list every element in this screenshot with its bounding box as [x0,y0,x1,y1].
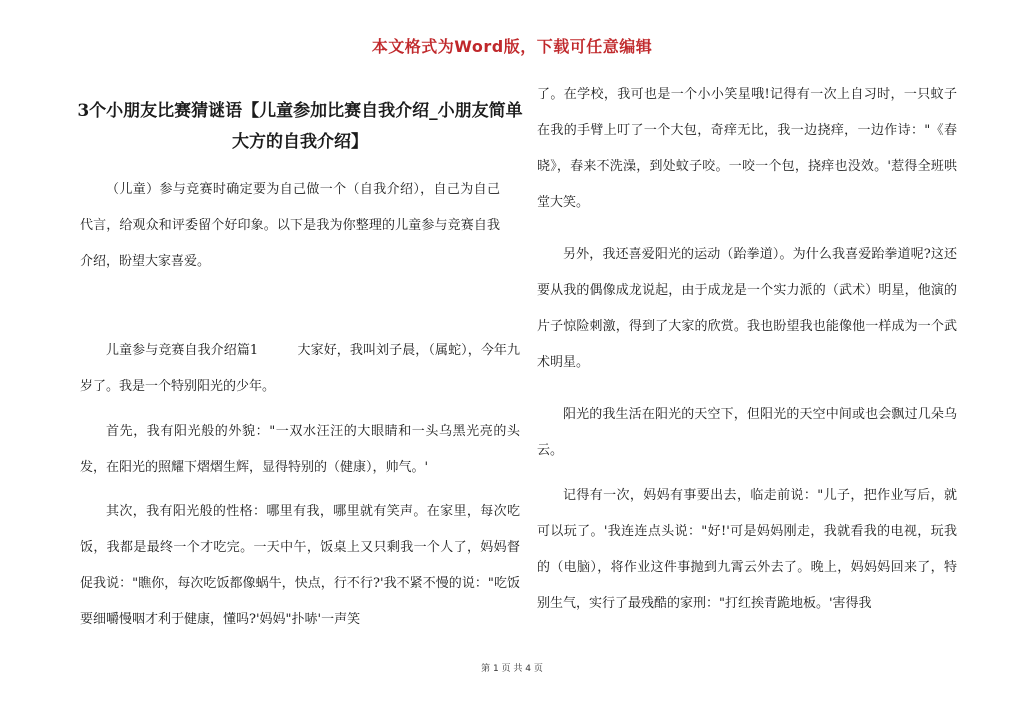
paragraph-taekwondo: 另外，我还喜爱阳光的运动（跆拳道）。为什么我喜爱跆拳道呢?这还要从我的偶像成龙说起，由于成龙是一个实力派的（武术）明星，他演的片子惊险刺激，得到了大家的欣赏。我也盼望我也能像他一样成为一个武术明星。 [537,247,957,370]
paragraph-school-joke: 了。在学校，我可也是一个小小笑星哦!记得有一次上自习时，一只蚊子在我的手臂上叮了一个大包，奇痒无比，我一边挠痒，一边作诗："《春晓》，春来不洗澡，到处蚊子咬。一咬一个包，挠痒也没效。'惹得全班哄堂大笑。 [537,87,957,210]
paragraph-self-intro-start: 儿童参与竞赛自我介绍篇1 大家好，我叫刘子晨，（属蛇），今年九岁了。我是一个特别阳光的少年。 [80,343,520,394]
document-title: 3个小朋友比赛猜谜语【儿童参加比赛自我介绍_小朋友简单大方的自我介绍】 [77,101,523,152]
paragraph-punishment: 记得有一次，妈妈有事要出去，临走前说："儿子，把作业写后，就可以玩了。'我连连点头说："好!'可是妈妈刚走，我就看我的电视，玩我的（电脑），将作业这件事抛到九霄云外去了。晚上，妈妈妈回来了，特别生气，实行了最残酷的家刑："打红挨青跪地板。'害得我 [537,488,957,611]
paragraph-dark-clouds: 阳光的我生活在阳光的天空下，但阳光的天空中间或也会飘过几朵乌云。 [537,407,957,458]
paragraph-personality: 其次，我有阳光般的性格：哪里有我，哪里就有笑声。在家里，每次吃饭，我都是最终一个才吃完。一天中午，饭桌上又只剩我一个人了，妈妈督促我说："瞧你，每次吃饭都像蜗牛，快点，行不行?'我不紧不慢的说："吃饭要细嚼慢咽才利于健康，懂吗?'妈妈"扑哧'一声笑 [80,504,520,627]
paragraph-appearance: 首先，我有阳光般的外貌："一双水汪汪的大眼睛和一头乌黑光亮的头发，在阳光的照耀下熠熠生辉，显得特别的（健康），帅气。' [80,424,520,475]
paragraph-intro: （儿童）参与竞赛时确定要为自己做一个（自我介绍），自己为自己代言，给观众和评委留个好印象。以下是我为你整理的儿童参与竞赛自我介绍，盼望大家喜爱。 [80,182,500,269]
page-footer: 第 1 页 共 4 页 [481,664,543,674]
word-format-notice: 本文格式为Word版，下载可任意编辑 [371,37,653,56]
